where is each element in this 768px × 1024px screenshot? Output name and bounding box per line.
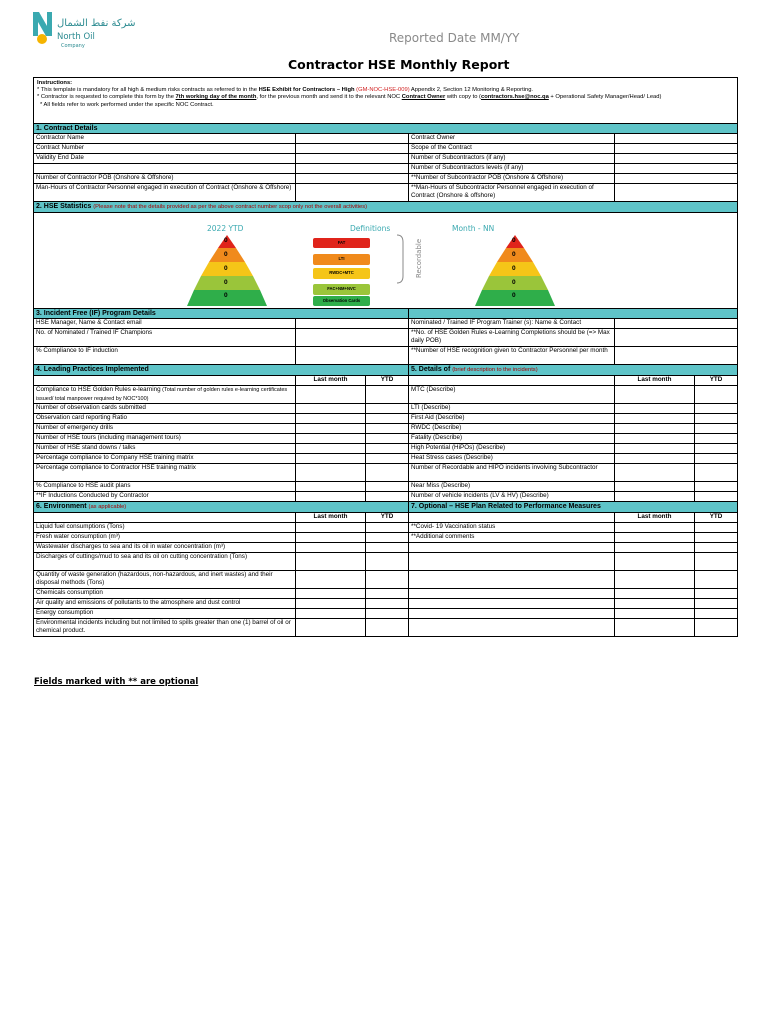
env-label: Environmental incidents including but not limited to spills greater than one (1) barrel of oil or chemical product. bbox=[34, 619, 296, 637]
contract-value-right[interactable] bbox=[615, 154, 738, 164]
env-label: Quantity of waste generation (hazardous, non-hazardous, and inert wastes) and their disposal methods (Tons) bbox=[34, 571, 296, 589]
incident-label: Number of vehicle incidents (LV & HV) (Describe) bbox=[409, 492, 615, 502]
logo-text: North Oil bbox=[57, 32, 95, 42]
practice-ytd[interactable] bbox=[366, 414, 409, 424]
section-optional-plan: 7. Optional – HSE Plan Related to Performance Measures bbox=[409, 502, 738, 513]
plan-last-month[interactable] bbox=[615, 533, 695, 543]
practice-label: Percentage compliance to Company HSE training matrix bbox=[34, 454, 296, 464]
contract-value-right[interactable] bbox=[615, 174, 738, 184]
instructions-heading: Instructions: bbox=[37, 80, 73, 86]
instruction-line-2: * Contractor is requested to complete this form by the 7th working day of the month, for the previous month and send it to the relevant NOC Contract Owner with copy to (contractors.hse@noc.qa + Operational Safety Manager/Head/ Lead) bbox=[37, 94, 662, 101]
if-label-right: **No. of HSE Golden Rules e-Learning Completions should be (=> Max daily POB) bbox=[409, 329, 615, 347]
col-ytd: YTD bbox=[366, 376, 409, 386]
incident-label: High Potential (HiPOs) (Describe) bbox=[409, 444, 615, 454]
practice-label: Observation card reporting Ratio bbox=[34, 414, 296, 424]
contract-value-right[interactable] bbox=[615, 164, 738, 174]
practice-ytd[interactable] bbox=[366, 454, 409, 464]
if-label-left: HSE Manager, Name & Contact email bbox=[34, 319, 296, 329]
env-label: Energy consumption bbox=[34, 609, 296, 619]
incident-ytd[interactable] bbox=[695, 434, 738, 444]
plan-label bbox=[409, 553, 615, 571]
practice-label: Number of emergency drills bbox=[34, 424, 296, 434]
report-form bbox=[33, 77, 737, 637]
incident-label: First Aid (Describe) bbox=[409, 414, 615, 424]
env-ytd[interactable] bbox=[366, 619, 409, 637]
plan-last-month[interactable] bbox=[615, 543, 695, 553]
logo-sub: Company bbox=[61, 43, 85, 49]
logo-arabic: شركة نفط الشمال bbox=[57, 18, 136, 29]
incident-last-month[interactable] bbox=[615, 454, 695, 464]
plan-label bbox=[409, 543, 615, 553]
plan-label bbox=[409, 589, 615, 599]
practice-label: Number of HSE tours (including management tours) bbox=[34, 434, 296, 444]
practice-last-month[interactable] bbox=[296, 482, 366, 492]
env-ytd[interactable] bbox=[366, 533, 409, 543]
plan-label: **Covid- 19 Vaccination status bbox=[409, 523, 615, 533]
practice-last-month[interactable] bbox=[296, 404, 366, 414]
col-last-month: Last month bbox=[296, 376, 366, 386]
month-pyramid-value: 0 bbox=[512, 237, 516, 244]
contract-value-left[interactable] bbox=[296, 154, 409, 164]
if-value-right[interactable] bbox=[615, 329, 738, 347]
plan-label bbox=[409, 609, 615, 619]
instruction-line-1: * This template is mandatory for all high & medium risks contracts as referred to in the HSE Exhibit for Contractors – High (GM-NOC-HSE-009) Appendix 2, Section 12 Monitoring & Reporting. bbox=[37, 87, 534, 94]
plan-ytd[interactable] bbox=[695, 589, 738, 599]
env-last-month[interactable] bbox=[296, 619, 366, 637]
incident-last-month[interactable] bbox=[615, 414, 695, 424]
recordable-label: Recordable bbox=[415, 238, 423, 278]
practice-ytd[interactable] bbox=[366, 404, 409, 414]
plan-label bbox=[409, 599, 615, 609]
incident-label: Near Miss (Describe) bbox=[409, 482, 615, 492]
practice-last-month[interactable] bbox=[296, 444, 366, 454]
contract-label-left bbox=[34, 164, 296, 174]
section-if-program-right bbox=[409, 309, 738, 319]
reported-date: Reported Date MM/YY bbox=[389, 31, 520, 45]
env-last-month[interactable] bbox=[296, 533, 366, 543]
incident-last-month[interactable] bbox=[615, 482, 695, 492]
env-label: Chemicals consumption bbox=[34, 589, 296, 599]
env-ytd[interactable] bbox=[366, 599, 409, 609]
env-ytd[interactable] bbox=[366, 523, 409, 533]
incident-ytd[interactable] bbox=[695, 424, 738, 434]
env-ytd[interactable] bbox=[366, 571, 409, 589]
plan-label: **Additional comments bbox=[409, 533, 615, 543]
plan-last-month[interactable] bbox=[615, 589, 695, 599]
contract-value-left[interactable] bbox=[296, 164, 409, 174]
ytd-pyramid-value: 0 bbox=[224, 292, 228, 299]
env-label: Fresh water consumption (m³) bbox=[34, 533, 296, 543]
section-if-program: 3. Incident Free (IF) Program Details bbox=[34, 309, 409, 319]
if-label-right: **Number of HSE recognition given to Contractor Personnel per month bbox=[409, 347, 615, 365]
contract-value-left[interactable] bbox=[296, 134, 409, 144]
ytd-pyramid-value: 0 bbox=[224, 279, 228, 286]
optional-fields-note: Fields marked with ** are optional bbox=[34, 677, 199, 687]
plan-ytd[interactable] bbox=[695, 571, 738, 589]
practice-ytd[interactable] bbox=[366, 482, 409, 492]
env-label: Discharges of cuttings/mud to sea and its oil on cutting concentration (Tons) bbox=[34, 553, 296, 571]
section-contract-details: 1. Contract Details bbox=[34, 124, 738, 134]
env-last-month[interactable] bbox=[296, 609, 366, 619]
env-ytd[interactable] bbox=[366, 609, 409, 619]
month-pyramid-value: 0 bbox=[512, 279, 516, 286]
incident-last-month[interactable] bbox=[615, 386, 695, 404]
definitions-label: Definitions bbox=[350, 224, 391, 233]
ytd-pyramid-value: 0 bbox=[224, 265, 228, 272]
env-last-month[interactable] bbox=[296, 543, 366, 553]
incident-ytd[interactable] bbox=[695, 414, 738, 424]
plan-last-month[interactable] bbox=[615, 609, 695, 619]
instructions bbox=[34, 78, 738, 124]
plan-ytd[interactable] bbox=[695, 553, 738, 571]
practice-label: Number of HSE stand downs / talks bbox=[34, 444, 296, 454]
incident-last-month[interactable] bbox=[615, 424, 695, 434]
if-label-left: % Compliance to IF induction bbox=[34, 347, 296, 365]
col-last-month-2: Last month bbox=[615, 376, 695, 386]
env-last-month[interactable] bbox=[296, 571, 366, 589]
if-label-right: Nominated / Trained IF Program Trainer (s): Name & Contact bbox=[409, 319, 615, 329]
incident-label: LTI (Describe) bbox=[409, 404, 615, 414]
incident-last-month[interactable] bbox=[615, 444, 695, 454]
contract-label-left: Contract Number bbox=[34, 144, 296, 154]
contract-label-right: **Number of Subcontractor POB (Onshore & Offshore) bbox=[409, 174, 615, 184]
month-pyramid-value: 0 bbox=[512, 265, 516, 272]
plan-last-month[interactable] bbox=[615, 571, 695, 589]
leading-practices-table bbox=[34, 386, 738, 502]
section-hse-statistics: 2. HSE Statistics (Please note that the details provided as per the above contract number scop only not the overall activities) bbox=[34, 202, 738, 213]
practice-last-month[interactable] bbox=[296, 434, 366, 444]
practice-ytd[interactable] bbox=[366, 444, 409, 454]
definition-fac-nm-nvc: FAC+NM+NVC bbox=[313, 284, 370, 295]
contract-label-left: Contractor Name bbox=[34, 134, 296, 144]
incident-label: RWDC (Describe) bbox=[409, 424, 615, 434]
page-title: Contractor HSE Monthly Report bbox=[288, 57, 510, 72]
practice-last-month[interactable] bbox=[296, 492, 366, 502]
incident-last-month[interactable] bbox=[615, 464, 695, 482]
env-label: Wastewater discharges to sea and its oil in water concentration (m³) bbox=[34, 543, 296, 553]
practice-ytd[interactable] bbox=[366, 464, 409, 482]
plan-last-month[interactable] bbox=[615, 553, 695, 571]
plan-ytd[interactable] bbox=[695, 599, 738, 609]
practice-last-month[interactable] bbox=[296, 414, 366, 424]
contract-value-left[interactable] bbox=[296, 184, 409, 202]
instruction-line-3: * All fields refer to work performed under the specific NOC Contract. bbox=[40, 101, 214, 108]
month-pyramid-value: 0 bbox=[512, 251, 516, 258]
if-value-left[interactable] bbox=[296, 319, 409, 329]
contract-label-left: Validity End Date bbox=[34, 154, 296, 164]
contract-label-left: Number of Contractor POB (Onshore & Offshore) bbox=[34, 174, 296, 184]
col-ytd-2: YTD bbox=[695, 376, 738, 386]
month-pyramid-value: 0 bbox=[512, 292, 516, 299]
col-last-month-3: Last month bbox=[296, 513, 366, 523]
plan-label bbox=[409, 571, 615, 589]
plan-last-month[interactable] bbox=[615, 619, 695, 637]
env-label: Air quality and emissions of pollutants to the atmosphere and dust control bbox=[34, 599, 296, 609]
contract-label-right: Contract Owner bbox=[409, 134, 615, 144]
plan-last-month[interactable] bbox=[615, 599, 695, 609]
contract-label-right: Scope of the Contract bbox=[409, 144, 615, 154]
plan-ytd[interactable] bbox=[695, 619, 738, 637]
incident-label: Heat Stress cases (Describe) bbox=[409, 454, 615, 464]
plan-last-month[interactable] bbox=[615, 523, 695, 533]
col-last-month-4: Last month bbox=[615, 513, 695, 523]
practice-ytd[interactable] bbox=[366, 492, 409, 502]
practice-label: Number of observation cards submitted bbox=[34, 404, 296, 414]
incident-ytd[interactable] bbox=[695, 482, 738, 492]
contract-label-right: **Man-Hours of Subcontractor Personnel engaged in execution of Contract (Onshore & offshore) bbox=[409, 184, 615, 202]
month-chart-label: Month - NN bbox=[452, 224, 495, 233]
contract-value-right[interactable] bbox=[615, 134, 738, 144]
contract-label-left: Man-Hours of Contractor Personnel engaged in execution of Contract (Onshore & Offshore) bbox=[34, 184, 296, 202]
definition-observation-cards: Observation Cards bbox=[313, 296, 370, 306]
env-ytd[interactable] bbox=[366, 543, 409, 553]
env-last-month[interactable] bbox=[296, 589, 366, 599]
definition-rwdc-mtc: RWDC+MTC bbox=[313, 268, 370, 279]
north-oil-logo bbox=[31, 6, 136, 50]
if-value-right[interactable] bbox=[615, 319, 738, 329]
ytd-pyramid-value: 0 bbox=[224, 251, 228, 258]
contract-value-left[interactable] bbox=[296, 174, 409, 184]
env-last-month[interactable] bbox=[296, 599, 366, 609]
plan-ytd[interactable] bbox=[695, 533, 738, 543]
ytd-chart-label: 2022 YTD bbox=[207, 224, 244, 233]
section-environment: 6. Environment (as applicable) bbox=[34, 502, 409, 513]
incident-ytd[interactable] bbox=[695, 492, 738, 502]
incident-ytd[interactable] bbox=[695, 454, 738, 464]
practice-last-month[interactable] bbox=[296, 386, 366, 404]
practice-label: Percentage compliance to Contractor HSE training matrix bbox=[34, 464, 296, 482]
definition-fat: FAT bbox=[313, 238, 370, 248]
practice-label: % Compliance to HSE audit plans bbox=[34, 482, 296, 492]
contract-label-right: Number of Subcontractors levels (if any) bbox=[409, 164, 615, 174]
environment-table bbox=[34, 523, 738, 637]
if-value-right[interactable] bbox=[615, 347, 738, 365]
incident-label: Number of Recordable and HIPO incidents involving Subcontractor bbox=[409, 464, 615, 482]
env-ytd[interactable] bbox=[366, 589, 409, 599]
col-ytd-3: YTD bbox=[366, 513, 409, 523]
env-last-month[interactable] bbox=[296, 553, 366, 571]
practice-label: Compliance to HSE Golden Rules e-learning (Total number of golden rules e-learning certificates issued/ total manpower required by NOC*100) bbox=[34, 386, 296, 404]
contract-details-table bbox=[34, 134, 738, 202]
practice-ytd[interactable] bbox=[366, 386, 409, 404]
if-value-left[interactable] bbox=[296, 329, 409, 347]
plan-label bbox=[409, 619, 615, 637]
if-value-left[interactable] bbox=[296, 347, 409, 365]
definition-lti: LTI bbox=[313, 254, 370, 265]
incident-last-month[interactable] bbox=[615, 404, 695, 414]
env-ytd[interactable] bbox=[366, 553, 409, 571]
ytd-pyramid-value: 0 bbox=[224, 237, 228, 244]
practice-last-month[interactable] bbox=[296, 464, 366, 482]
incident-ytd[interactable] bbox=[695, 386, 738, 404]
if-label-left: No. of Nominated / Trained IF Champions bbox=[34, 329, 296, 347]
practice-label: **IF Inductions Conducted by Contractor bbox=[34, 492, 296, 502]
plan-ytd[interactable] bbox=[695, 543, 738, 553]
contract-value-right[interactable] bbox=[615, 184, 738, 202]
practice-ytd[interactable] bbox=[366, 424, 409, 434]
env-last-month[interactable] bbox=[296, 523, 366, 533]
contract-label-right: Number of Subcontractors (if any) bbox=[409, 154, 615, 164]
incident-last-month[interactable] bbox=[615, 492, 695, 502]
contract-value-left[interactable] bbox=[296, 144, 409, 154]
incident-ytd[interactable] bbox=[695, 404, 738, 414]
if-program-table bbox=[34, 319, 738, 365]
incident-label: MTC (Describe) bbox=[409, 386, 615, 404]
plan-ytd[interactable] bbox=[695, 609, 738, 619]
practice-ytd[interactable] bbox=[366, 434, 409, 444]
incident-label: Fatality (Describe) bbox=[409, 434, 615, 444]
incident-ytd[interactable] bbox=[695, 444, 738, 454]
section-incident-details: 5. Details of (brief description to the incidents) bbox=[409, 365, 738, 376]
practice-last-month[interactable] bbox=[296, 424, 366, 434]
env-label: Liquid fuel consumptions (Tons) bbox=[34, 523, 296, 533]
incident-ytd[interactable] bbox=[695, 464, 738, 482]
recordable-bracket bbox=[396, 234, 406, 284]
plan-ytd[interactable] bbox=[695, 523, 738, 533]
practice-last-month[interactable] bbox=[296, 454, 366, 464]
col-ytd-4: YTD bbox=[695, 513, 738, 523]
incident-last-month[interactable] bbox=[615, 434, 695, 444]
contract-value-right[interactable] bbox=[615, 144, 738, 154]
section-leading-practices: 4. Leading Practices Implemented bbox=[34, 365, 409, 376]
